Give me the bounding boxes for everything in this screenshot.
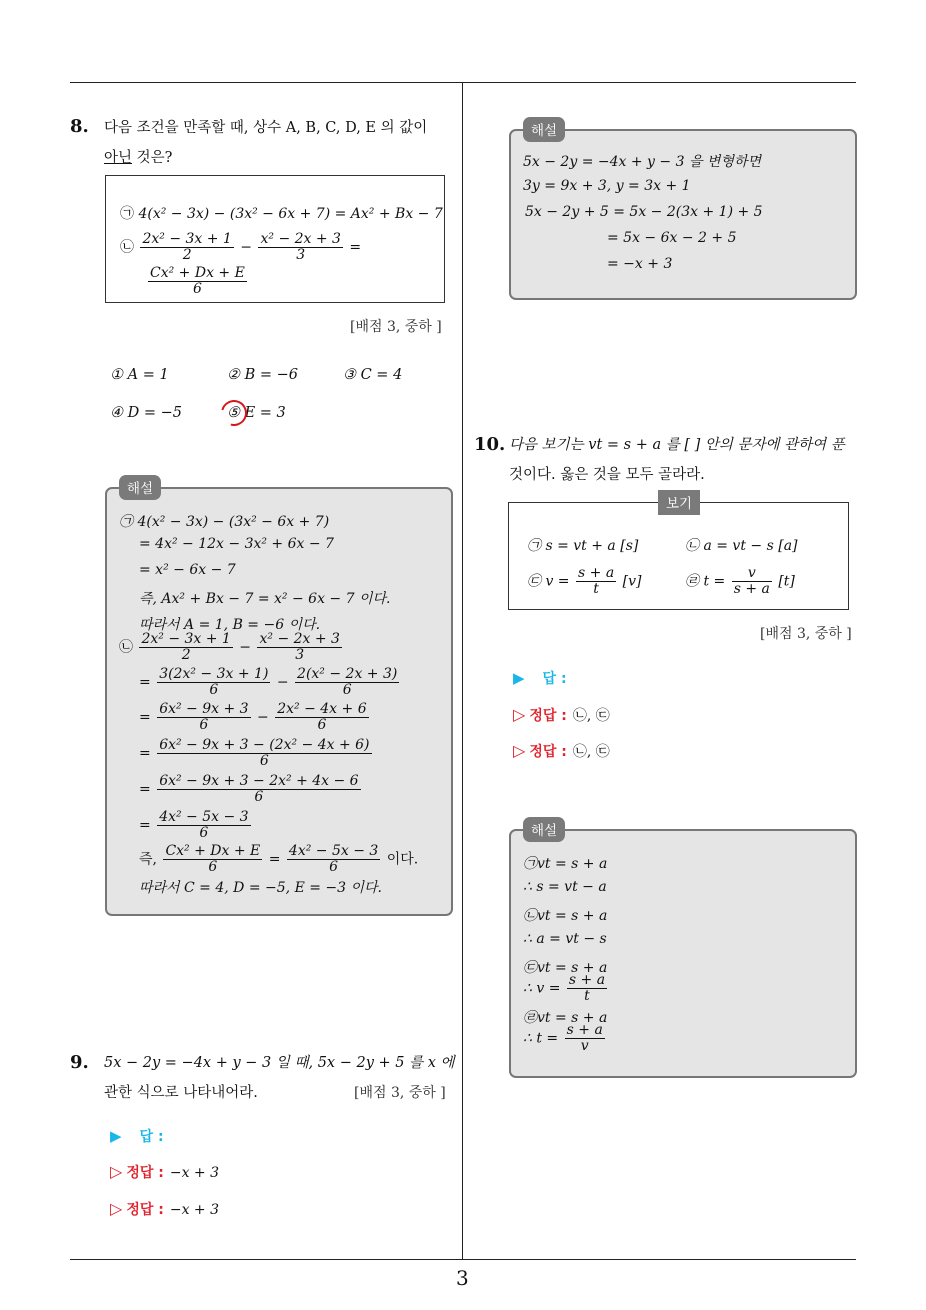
sol8-line5: 따라서 A = 1, B = −6 이다. bbox=[139, 617, 321, 633]
condition-2-eq: = bbox=[349, 239, 362, 256]
question-9-answer-row bbox=[110, 1126, 164, 1146]
example-box bbox=[508, 502, 849, 610]
sol8-l10-frac: $\frac{\text{6x² − 9x + 3 − 2x² + 4x − 6}}{6}$ bbox=[159, 773, 359, 805]
sol10-line3: ㉡vt = s + a bbox=[523, 908, 608, 924]
question-8-line2-rest: 것은? bbox=[132, 150, 173, 166]
example-3-frac: $\frac{s + a}{t}$ bbox=[578, 565, 615, 597]
sol8-l8-frac2: $\frac{\text{2x² − 4x + 6}}{6}$ bbox=[277, 701, 367, 733]
question-9-solution-tag: 해설 bbox=[523, 117, 565, 142]
sol10-l6-pre: ∴ v = bbox=[523, 980, 561, 997]
option-2[interactable]: ② B = −6 bbox=[227, 367, 299, 383]
correct-value: ㉡, ㉢ bbox=[572, 708, 610, 724]
question-10-correct-row-2 bbox=[513, 741, 610, 761]
sol8-l6-op: − bbox=[239, 639, 252, 656]
option-1[interactable]: ① A = 1 bbox=[110, 367, 169, 383]
question-8-meta: [배점 3, 중하 ] bbox=[350, 319, 442, 335]
correct-value: ㉡, ㉢ bbox=[572, 744, 610, 760]
underlined-word: 아닌 bbox=[104, 150, 133, 166]
correct-arrow-icon: ▷ bbox=[110, 1199, 123, 1218]
sol10-line7: ㉣vt = s + a bbox=[523, 1010, 608, 1026]
sol10-l8-pre: ∴ t = bbox=[523, 1030, 559, 1047]
sol9-line4: = 5x − 6x − 2 + 5 bbox=[607, 230, 737, 246]
condition-2-mark: ㉡ bbox=[120, 239, 134, 256]
sol8-line2: = 4x² − 12x − 3x² + 6x − 7 bbox=[139, 536, 334, 552]
sol8-eq: = bbox=[139, 674, 151, 691]
sol9-line5: = −x + 3 bbox=[607, 256, 673, 272]
question-9-meta: [배점 3, 중하 ] bbox=[354, 1085, 446, 1101]
sol8-line7 bbox=[139, 667, 401, 698]
condition-2-cont bbox=[146, 266, 249, 297]
sol8-mark-2: ㉡ bbox=[119, 639, 133, 656]
sol8-eq: = bbox=[139, 817, 151, 834]
top-rule bbox=[70, 82, 856, 83]
sol9-line3: 5x − 2y + 5 = 5x − 2(3x + 1) + 5 bbox=[525, 204, 763, 220]
question-9-correct-row-1 bbox=[110, 1162, 219, 1182]
sol8-line13: 따라서 C = 4, D = −5, E = −3 이다. bbox=[139, 880, 383, 896]
question-10-correct-row-1 bbox=[513, 705, 610, 725]
option-4[interactable]: ④ D = −5 bbox=[110, 405, 182, 421]
sol10-l8-frac: $\frac{s + a}{v}$ bbox=[566, 1022, 603, 1054]
sol8-line6 bbox=[119, 632, 344, 663]
condition-1-mark: ㉠ bbox=[120, 206, 134, 222]
answer-arrow-icon: ▶ bbox=[110, 1127, 122, 1145]
question-10-solution-tag: 해설 bbox=[523, 817, 565, 842]
question-8-line1: 다음 조건을 만족할 때, 상수 A, B, C, D, E 의 값이 bbox=[104, 120, 428, 136]
correct-arrow-icon: ▷ bbox=[110, 1162, 123, 1181]
sol10-line1: ㉠vt = s + a bbox=[523, 856, 608, 872]
sol10-line5: ㉢vt = s + a bbox=[523, 960, 608, 976]
sol8-line12 bbox=[139, 844, 418, 875]
sol8-l12-eq: = bbox=[268, 851, 281, 868]
sol10-l6-frac: $\frac{s + a}{t}$ bbox=[568, 972, 606, 1004]
example-4-post: [t] bbox=[778, 573, 795, 590]
question-10-line2: 것이다. 옳은 것을 모두 골라라. bbox=[509, 467, 705, 483]
sol8-eq: = bbox=[139, 781, 151, 798]
answer-label: 답 : bbox=[542, 671, 567, 687]
sol8-line8 bbox=[139, 702, 371, 733]
question-9-line1: 5x − 2y = −4x + y − 3 일 때, 5x − 2y + 5 를 x 에 bbox=[104, 1055, 455, 1071]
sol8-eq: = bbox=[139, 745, 151, 762]
sol8-l12-pre: 즉, bbox=[139, 851, 157, 868]
sol8-l6-frac1: $\frac{\text{2x² − 3x + 1}}{2}$ bbox=[141, 631, 231, 663]
sol10-line8 bbox=[523, 1023, 607, 1054]
question-8-solution-box bbox=[105, 487, 453, 916]
sol10-line4: ∴ a = vt − s bbox=[523, 931, 607, 947]
column-divider bbox=[462, 82, 463, 1260]
sol10-line6 bbox=[523, 973, 609, 1004]
sol8-l7-op: − bbox=[276, 674, 289, 691]
condition-1-expr: 4(x² − 3x) − (3x² − 6x + 7) = Ax² + Bx − 7 bbox=[138, 206, 443, 222]
bottom-rule bbox=[70, 1259, 856, 1260]
page-number: 3 bbox=[456, 1266, 469, 1290]
question-8-number: 8. bbox=[70, 116, 89, 137]
example-3-pre: ㉢ v = bbox=[527, 573, 570, 590]
question-9-line2: 관한 식으로 나타내어라. bbox=[104, 1085, 258, 1101]
condition-box bbox=[105, 175, 445, 303]
question-10-solution-box bbox=[509, 829, 857, 1078]
sol8-l8-op: − bbox=[257, 709, 269, 726]
sol8-line4: 즉, Ax² + Bx − 7 = x² − 6x − 7 이다. bbox=[139, 591, 391, 607]
condition-2-fraction-1: $\frac{\text{2x² − 3x + 1}}{2}$ bbox=[142, 231, 232, 263]
correct-label: 정답 : bbox=[529, 708, 567, 724]
condition-2-fraction-2: $\frac{\text{x² − 2x + 3}}{3}$ bbox=[260, 231, 341, 263]
correct-label: 정답 : bbox=[126, 1202, 164, 1218]
sol8-l11-frac: $\frac{\text{4x² − 5x − 3}}{6}$ bbox=[159, 809, 249, 841]
answer-arrow-icon: ▶ bbox=[513, 669, 525, 687]
correct-arrow-icon: ▷ bbox=[513, 705, 526, 724]
example-item-1: ㉠ s = vt + a [s] bbox=[527, 538, 639, 554]
correct-arrow-icon: ▷ bbox=[513, 741, 526, 760]
sol8-l9-frac: $\frac{\text{6x² − 9x + 3 − (2x² − 4x + 6)}}{6}$ bbox=[159, 737, 370, 769]
sol9-line2: 3y = 9x + 3, y = 3x + 1 bbox=[523, 178, 691, 194]
question-9-solution-box bbox=[509, 129, 857, 300]
sol8-line10 bbox=[139, 774, 363, 805]
sol8-l8-frac1: $\frac{\text{6x² − 9x + 3}}{6}$ bbox=[159, 701, 249, 733]
option-5[interactable]: ⑤ E = 3 bbox=[227, 405, 286, 421]
sol8-l12-post: 이다. bbox=[386, 851, 419, 868]
answer-label: 답 : bbox=[139, 1129, 164, 1145]
question-8-line2 bbox=[104, 143, 454, 173]
question-10-answer-row bbox=[513, 668, 567, 688]
question-10-number: 10. bbox=[474, 434, 506, 455]
question-10-meta: [배점 3, 중하 ] bbox=[760, 626, 852, 642]
question-9-correct-row-2 bbox=[110, 1199, 219, 1219]
correct-label: 정답 : bbox=[126, 1165, 164, 1181]
sol8-l12-frac1: $\frac{\text{Cx² + Dx + E}}{6}$ bbox=[165, 843, 261, 875]
sol8-line11 bbox=[139, 810, 253, 841]
sol8-l12-frac2: $\frac{\text{4x² − 5x − 3}}{6}$ bbox=[288, 843, 379, 875]
example-item-3 bbox=[527, 566, 641, 597]
sol10-line2: ∴ s = vt − a bbox=[523, 879, 607, 895]
condition-2-fraction-3: $\frac{\text{Cx² + Dx + E}}{6}$ bbox=[150, 265, 245, 297]
question-10-text bbox=[509, 430, 859, 490]
sol8-line3: = x² − 6x − 7 bbox=[139, 562, 236, 578]
condition-2-op: − bbox=[240, 239, 253, 256]
sol8-l7-frac2: $\frac{\text{2(x² − 2x + 3)}}{6}$ bbox=[297, 666, 398, 698]
sol9-line1: 5x − 2y = −4x + y − 3 을 변형하면 bbox=[523, 154, 762, 170]
example-3-post: [v] bbox=[622, 573, 642, 590]
question-10-line1: 다음 보기는 vt = s + a 를 [ ] 안의 문자에 관하여 푼 bbox=[509, 437, 845, 453]
sol8-l6-frac2: $\frac{\text{x² − 2x + 3}}{3}$ bbox=[259, 631, 340, 663]
example-item-4 bbox=[685, 566, 795, 597]
correct-value: −x + 3 bbox=[169, 1202, 220, 1218]
sol8-l7-frac1: $\frac{\text{3(2x² − 3x + 1)}}{6}$ bbox=[159, 666, 269, 698]
sol8-line1: ㉠ 4(x² − 3x) − (3x² − 6x + 7) bbox=[119, 514, 330, 530]
question-8-solution-tag: 해설 bbox=[119, 475, 161, 500]
selected-answer-circle bbox=[216, 395, 252, 431]
correct-label: 정답 : bbox=[529, 744, 567, 760]
condition-1 bbox=[120, 203, 443, 223]
sol8-line9 bbox=[139, 738, 374, 769]
example-4-pre: ㉣ t = bbox=[685, 573, 726, 590]
question-8-text bbox=[104, 113, 454, 173]
example-item-2: ㉡ a = vt − s [a] bbox=[685, 538, 798, 554]
correct-value: −x + 3 bbox=[169, 1165, 220, 1181]
option-3[interactable]: ③ C = 4 bbox=[343, 367, 403, 383]
condition-2 bbox=[120, 232, 361, 263]
example-box-tag: 보기 bbox=[658, 490, 700, 515]
question-9-number: 9. bbox=[70, 1052, 89, 1073]
example-4-frac: $\frac{v}{s + a}$ bbox=[733, 565, 770, 597]
sol8-eq: = bbox=[139, 709, 151, 726]
